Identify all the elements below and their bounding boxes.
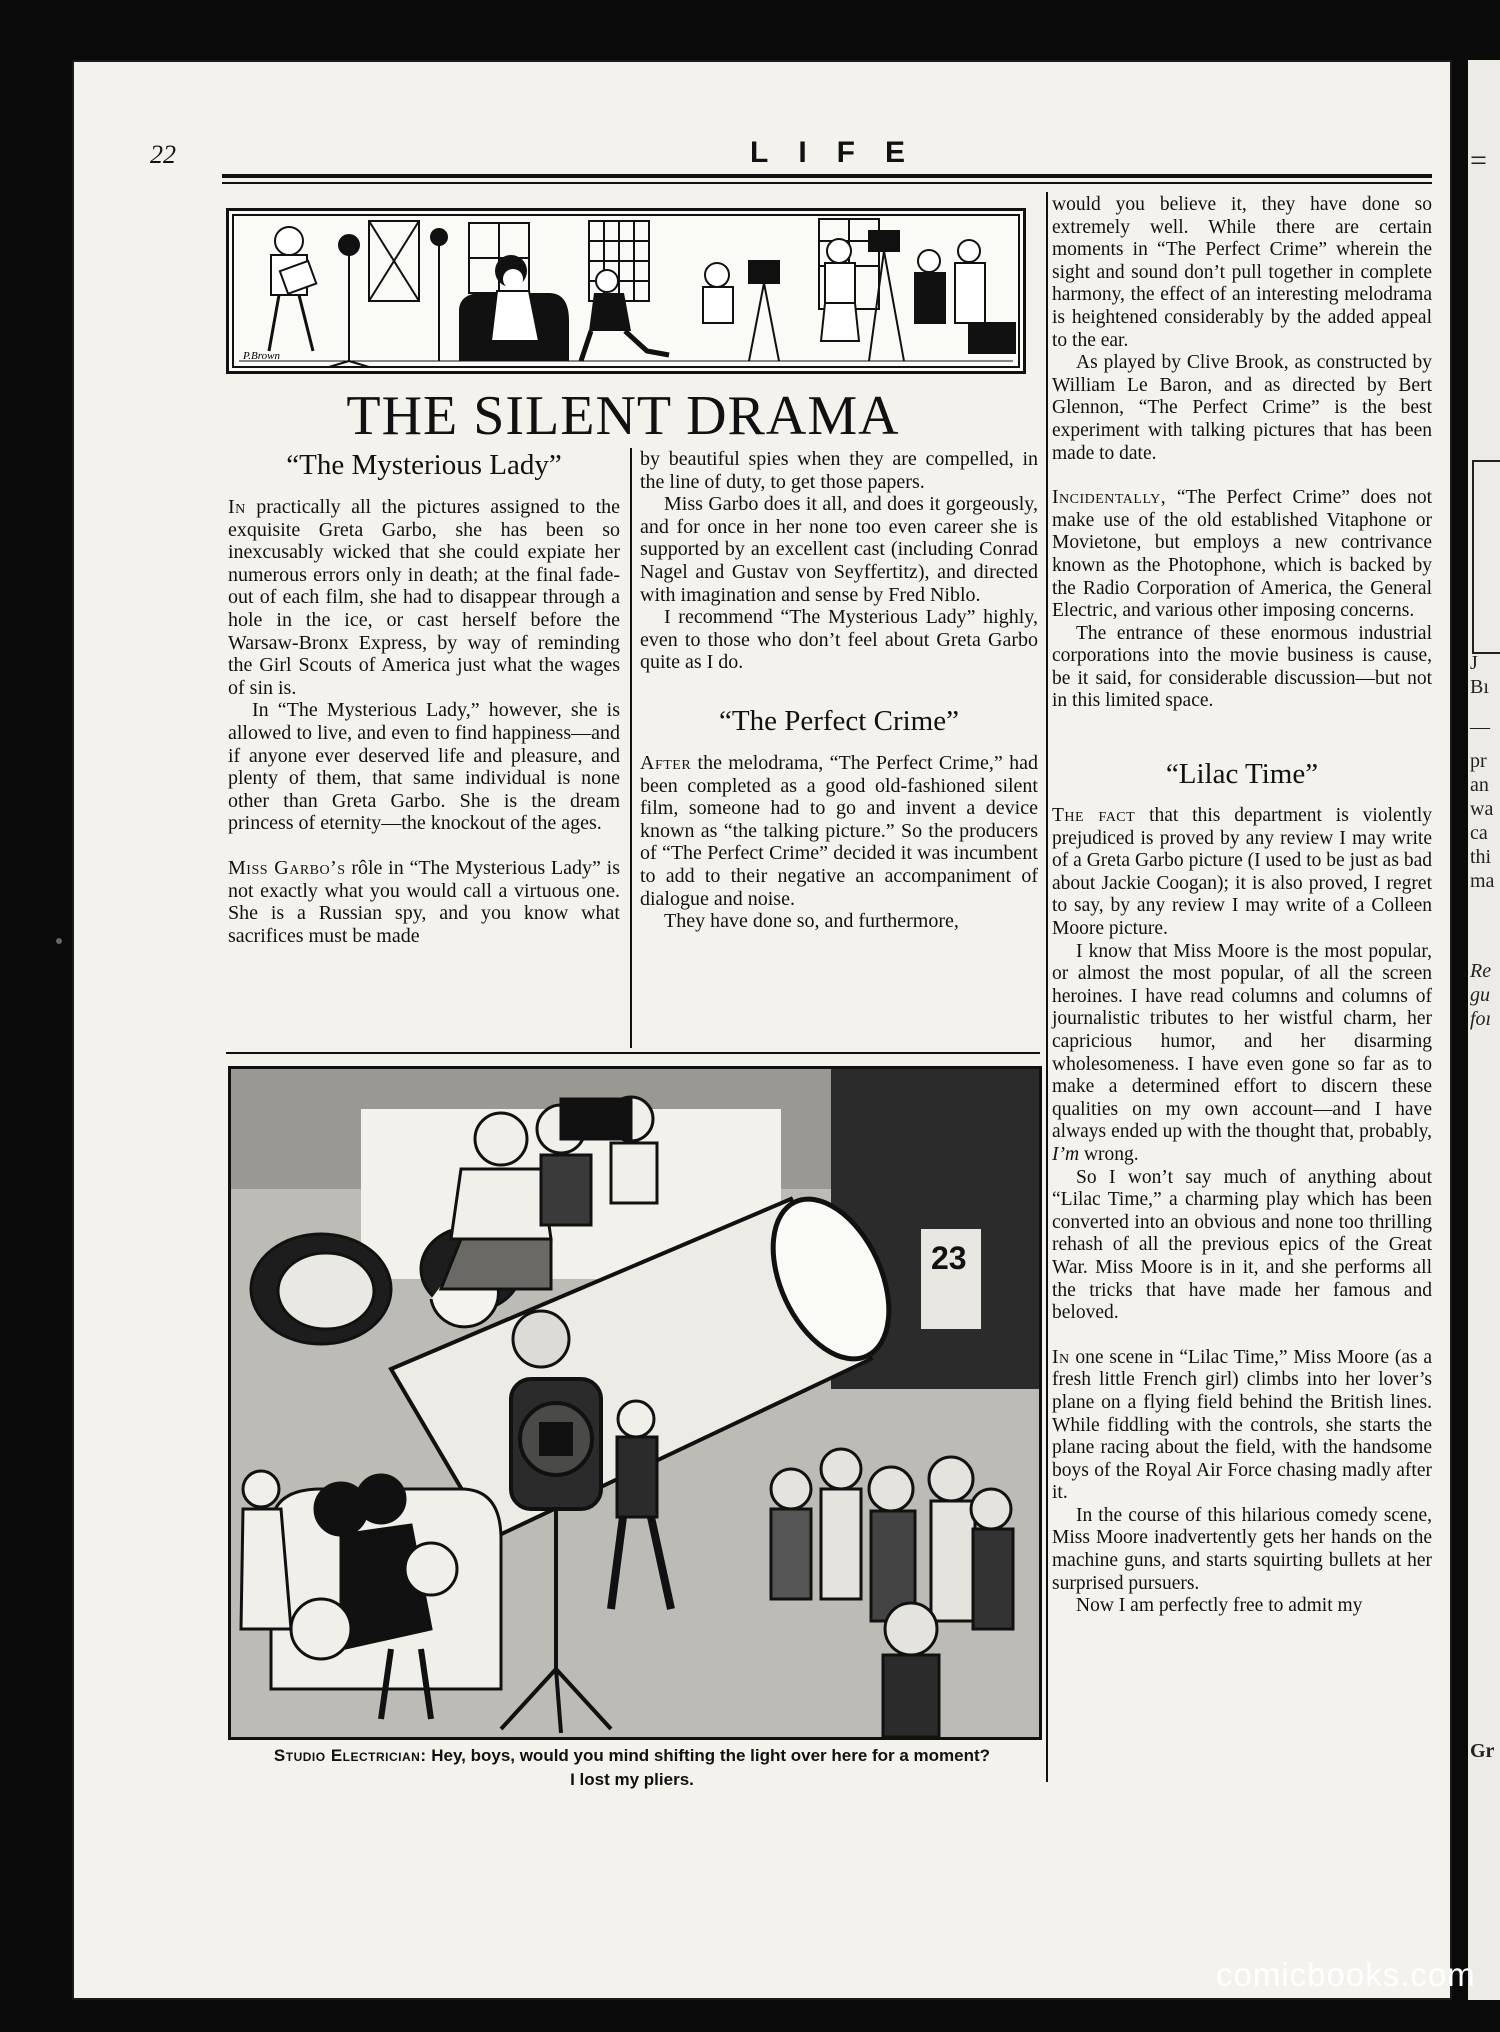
adjacent-fragment: pr	[1470, 750, 1487, 772]
caption-line-2: I lost my pliers.	[570, 1770, 694, 1789]
paragraph: So I won’t say much of anything about “Lilac Time,” a charming play which has been converted into an obvious and none too thrilling rehash of all the previous epics of the Great War. Miss Moore is in it, and she performs all the tricks that have made her famous and beloved.	[1052, 1166, 1432, 1324]
paragraph: Miss Garbo does it all, and does it gorgeously, and for once in her none too even career she is supported by an excellent cast (including Conrad Nagel and Gustav von Seyffertitz), and directed with imagination and sense by Fred Niblo.	[640, 493, 1038, 606]
column-1	[228, 448, 620, 947]
camera-crew	[703, 231, 1015, 361]
header-illustration	[226, 208, 1026, 374]
paragraph: In “The Mysterious Lady,” however, she is allowed to live, and even to find happiness—and if anyone ever deserved life and pleasure, and plenty of them, that same individual is none other than Greta Garbo. She is the dream princess of eternity—the knockout of the ages.	[228, 699, 620, 835]
paragraph-text: rôle in “The Mysterious Lady” is not exactly what you would call a virtuous one. She is a Russian spy, and you know what sacrifices must be made	[228, 856, 620, 947]
lead-in: In	[1052, 1346, 1070, 1368]
paragraph: would you believe it, they have done so extremely well. While there are certain moments in “The Perfect Crime” wherein the sight and sound don’t pull together in complete harmony, the effect of an interesting melodrama is heightened considerably by the added appeal to the ear.	[1052, 194, 1432, 351]
lead-in: Miss Garbo’s	[228, 856, 346, 879]
adjacent-fragment: Gr	[1470, 1740, 1495, 1762]
section-title: THE SILENT DRAMA	[346, 385, 900, 447]
adjacent-fragment: an	[1470, 774, 1489, 796]
paragraph: In the course of this hilarious comedy scene, Miss Moore inadvertently gets her hands on the machine guns, and starts squirting bullets at her surprised pursuers.	[1052, 1504, 1432, 1594]
emphasis: I’m	[1052, 1143, 1080, 1165]
adjacent-fragment: foı	[1470, 1008, 1492, 1030]
header-rule-thin	[222, 182, 1432, 184]
column-divider	[630, 448, 632, 1048]
kneeling-man	[581, 270, 669, 361]
adjacent-fragment: —	[1470, 716, 1490, 738]
lead-in: After	[640, 751, 692, 774]
paragraph-text: wrong.	[1083, 1143, 1139, 1165]
paragraph	[1052, 805, 1432, 941]
lead-in: The fact	[1052, 805, 1136, 827]
adjacent-page-box	[1472, 460, 1500, 654]
lady-on-sofa	[459, 255, 569, 361]
adjacent-fragment: wa	[1470, 798, 1494, 820]
adjacent-fragment: ca	[1470, 822, 1488, 844]
review-heading-mysterious-lady: “The Mysterious Lady”	[286, 449, 562, 481]
page-number: 22	[150, 140, 176, 169]
column-divider	[1046, 192, 1048, 1782]
paragraph: by beautiful spies when they are compelled, in the line of duty, to get those papers.	[640, 448, 1038, 493]
adjacent-fragment: thi	[1470, 846, 1492, 868]
paragraph: They have done so, and furthermore,	[664, 910, 959, 933]
review-heading-lilac-time: “Lilac Time”	[1165, 758, 1319, 791]
paragraph	[1052, 1347, 1432, 1505]
paragraph: The entrance of these enormous industrial corporations into the movie business is cause, be it said, for considerable discussion—but not in this limited space.	[1052, 622, 1432, 712]
studio-electrician-cartoon-drawing	[231, 1069, 1039, 1737]
paragraph-text: I know that Miss Moore is the most popular, or almost the most popular, of all the screen heroines. I have read columns and columns of journalistic tributes to her wistful charm, her capricious humor, and her disarming wholesomeness. I have even gone so far as to make a determined effort to discern these qualities on my own account—and I have always ended up with the thought that, probably,	[1052, 940, 1432, 1143]
paragraph-text: practically all the pictures assigned to the exquisite Greta Garbo, she has been so inexcusably wicked that she could expiate her numerous errors only in death; at the final fade-out of each film, she had to disappear through a hole in the ice, or cast herself before the Warsaw-Bronx Express, by way of reminding the Girl Scouts of America just what the wages of sin is.	[228, 496, 621, 699]
adjacent-fragment: ma	[1470, 870, 1495, 892]
review-heading-perfect-crime: “The Perfect Crime”	[719, 704, 959, 737]
header-rule	[222, 174, 1432, 178]
paragraph	[1052, 487, 1432, 623]
caption-text: Hey, boys, would you mind shifting the light over here for a moment?	[431, 1746, 991, 1765]
lead-in: Incidentally,	[1052, 487, 1167, 509]
column-2	[640, 448, 1038, 933]
paragraph: As played by Clive Brook, as constructed by William Le Baron, and as directed by Bert Glennon, “The Perfect Crime” is the best experiment with talking pictures that has been made to date.	[1052, 352, 1432, 464]
caption-speaker: Studio Electrician:	[273, 1746, 427, 1765]
paragraph: I recommend “The Mysterious Lady” highly, even to those who don’t feel about Greta Garbo quite as I do.	[640, 606, 1038, 674]
adjacent-fragment: Re	[1470, 960, 1492, 982]
cartoon-caption	[228, 1744, 1036, 1792]
adjacent-fragment: Bı	[1470, 676, 1489, 698]
paragraph-text: one scene in “Lilac Time,” Miss Moore (as a fresh little French girl) climbs into her lover’s plane on a flying field behind the British lines. While fiddling with the controls, she starts the plane racing about the field, with the handsome boys of the Royal Air Force chasing madly after it.	[1052, 1346, 1433, 1504]
paragraph-text: the melodrama, “The Perfect Crime,” had been completed as a good old-fashioned silent film, someone had to go and invent a device known as “the talking picture.” So the producers of “The Perfect Crime” decided it was incumbent to add to their negative an accompaniment of dialogue and noise.	[640, 751, 1039, 910]
studio-cartoon	[228, 1066, 1042, 1740]
cartoon-top-rule	[226, 1052, 1040, 1054]
scene-sign-number: 23	[931, 1240, 967, 1276]
artist-signature: P.Brown	[243, 350, 280, 362]
paragraph-text: that this department is violently prejudiced is proved by any review I may write of a Greta Garbo picture (I used to be just as bad about Jackie Coogan); it is also proved, I regret to say, by any review I may write of a Colleen Moore picture.	[1052, 805, 1433, 940]
figure-left	[269, 227, 316, 351]
paragraph-text: “The Perfect Crime” does not make use of the old established Vitaphone or Movietone, but employs a new contrivance known as the Photophone, which is backed by the Radio Corporation of America, the General Electric, and various other imposing concerns.	[1052, 487, 1432, 622]
paragraph: Now I am perfectly free to admit my	[1076, 1595, 1363, 1617]
adjacent-fragment: =	[1470, 144, 1487, 177]
paragraph	[228, 857, 620, 947]
binding-hole	[56, 938, 62, 944]
film-set-header-drawing	[229, 211, 1023, 371]
caption-line-1	[228, 1744, 1036, 1768]
lead-in: In	[228, 496, 246, 518]
adjacent-fragment: gu	[1470, 984, 1490, 1006]
adjacent-fragment: J	[1470, 652, 1478, 674]
paragraph	[640, 752, 1038, 910]
masthead: LIFE	[750, 136, 935, 169]
paragraph	[1052, 941, 1432, 1167]
watermark: comicbooks.com	[1216, 1956, 1476, 1993]
adjacent-page-edge	[1468, 60, 1500, 2000]
column-3	[1052, 194, 1432, 1618]
paragraph	[228, 496, 620, 699]
